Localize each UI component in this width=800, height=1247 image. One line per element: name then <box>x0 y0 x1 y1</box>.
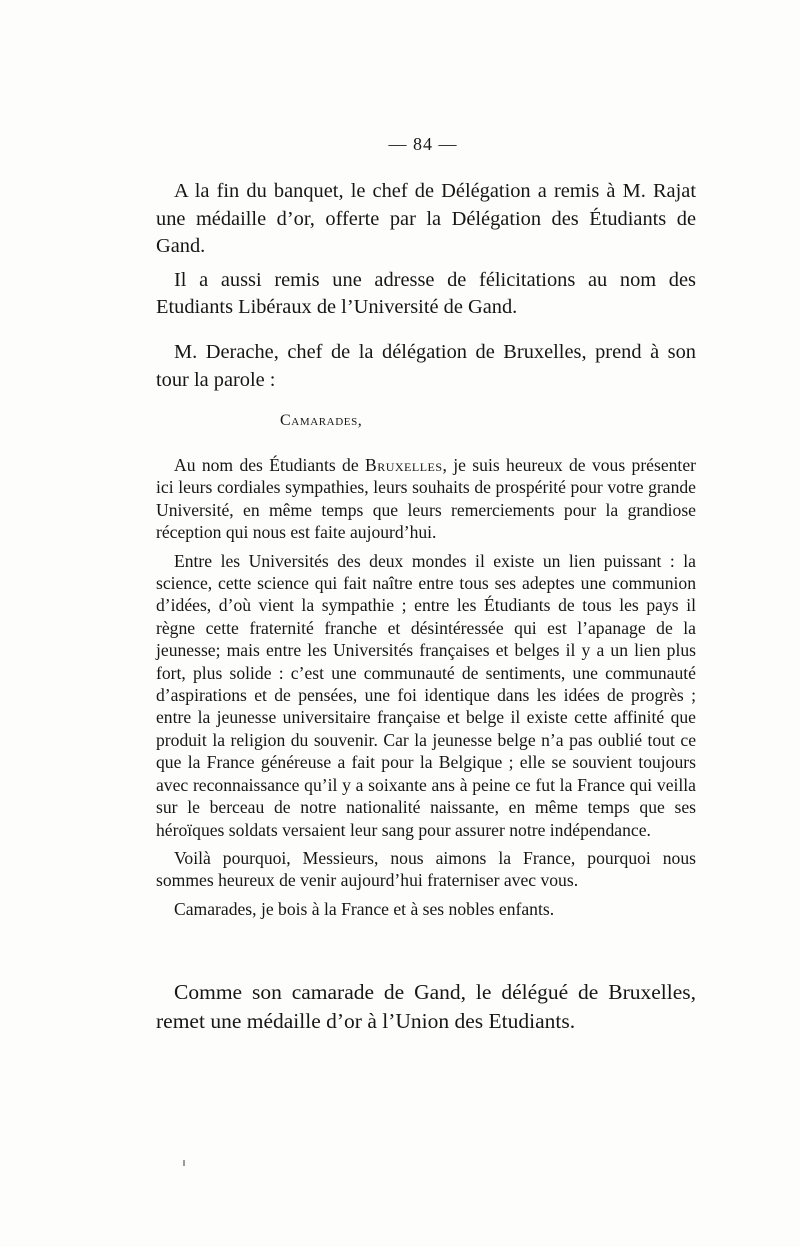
narrative-paragraph-banquet: A la fin du banquet, le chef de Délégation a remis à M. Rajat une médaille d’or, offerte par la Délégation des Étudiants de Gand. <box>156 180 696 257</box>
paper-speck <box>183 1160 185 1166</box>
speech-city-name: Bruxelles <box>364 455 443 475</box>
speech-salutation: Camarades, <box>280 412 363 429</box>
narrative-block <box>156 178 696 322</box>
narrative-intro-block <box>156 339 696 394</box>
closing-block <box>156 978 696 1036</box>
speech-paragraph-france: Voilà pourquoi, Messieurs, nous aimons la France, pourquoi nous sommes heureux de venir aujourd’hui fraterniser avec vous. <box>156 847 696 891</box>
page-number: — 84 — <box>388 134 458 154</box>
speech-paragraph-universities: Entre les Universités des deux mondes il existe un lien puissant : la science, cette science qui fait naître entre tous ses adeptes une communion d’idées, d’où vient la sympathie ; entre les Étudiants de tous les pays il règne cette fraternité franche et désintéressée qui est l’apanage de la jeunesse; mais entre les Universités françaises et belges il y a un lien plus fort, plus solide : c’est une communauté de sentiments, une communauté d’aspirations et de pensées, une foi identique dans les idées de progrès ; entre la jeunesse universitaire française et belge il existe cette affinité que produit la religion du souvenir. Car la jeunesse belge n’a pas oublié tout ce que la France généreuse a fait pour la Belgique ; elle se souvient toujours avec reconnaissance qu’il y a soixante ans à peine ce fut la France qui veilla sur le berceau de notre nationalité naissante, en même temps que ses héroïques soldats versaient leur sang pour assurer notre indépendance. <box>156 550 696 840</box>
narrative-paragraph-derache: M. Derache, chef de la délégation de Bruxelles, prend à son tour la parole : <box>156 341 696 391</box>
narrative-paragraph-address: Il a aussi remis une adresse de félicitations au nom des Etudiants Libéraux de l’Université de Gand. <box>156 268 696 318</box>
speech-block <box>156 454 696 920</box>
speech-paragraph-greeting <box>156 454 696 544</box>
speech-greeting-start: Au nom des Étudiants de <box>174 455 365 475</box>
speech-paragraph-toast: Camarades, je bois à la France et à ses nobles enfants. <box>174 898 555 919</box>
closing-paragraph: Comme son camarade de Gand, le délégué de Bruxelles, remet une médaille d’or à l’Union des Etudiants. <box>156 980 696 1033</box>
speech-greeting-end: , je suis heureux de vous présenter ici leurs cordiales sympathies, leurs souhaits de prospérité pour votre grande Université, en même temps que leurs remerciements pour la grandiose réception qui nous est faite aujourd’hui. <box>156 455 696 543</box>
